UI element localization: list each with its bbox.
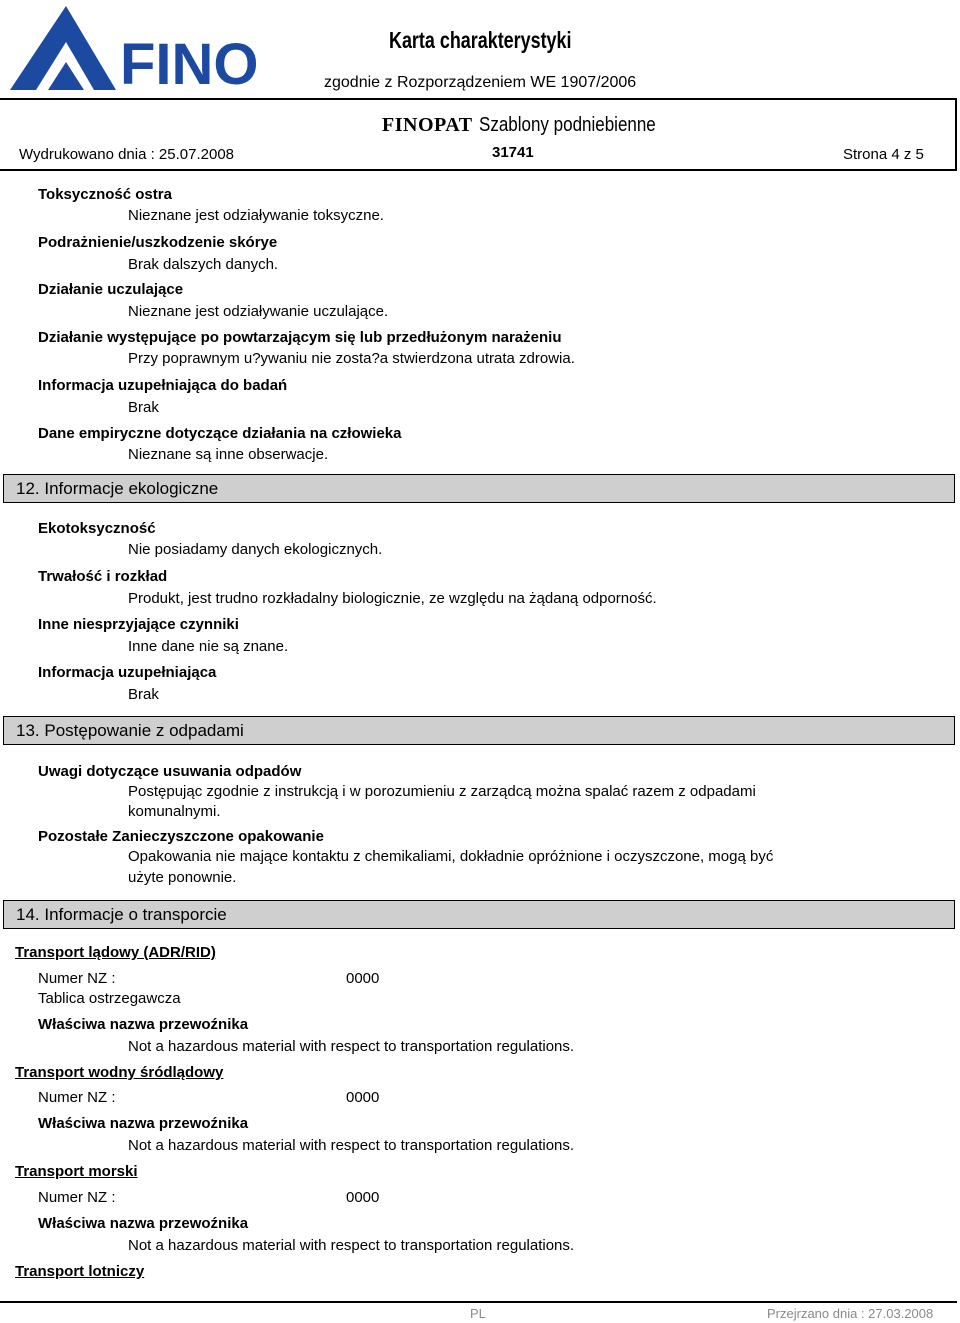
tox-heading: Toksyczność ostra <box>38 186 172 203</box>
section-14-title: 14. Informacje o transporcie <box>16 905 227 924</box>
product-title: Szablony podniebienne <box>478 114 656 136</box>
fino-logo <box>8 0 259 97</box>
print-date: Wydrukowano dnia : 25.07.2008 <box>19 146 235 163</box>
shipping-name-value: Not a hazardous material with respect to transportation regulations. <box>128 1038 575 1055</box>
tox-heading: Dane empiryczne dotyczące działania na człowieka <box>38 425 402 442</box>
waste-value-line: komunalnymi. <box>128 803 221 820</box>
page-number: Strona 4 z 5 <box>843 146 924 163</box>
tox-value: Nieznane są inne obserwacje. <box>128 446 329 463</box>
section-14-header <box>3 900 955 929</box>
section-12-title: 12. Informacje ekologiczne <box>16 479 219 498</box>
transport-land-title: Transport lądowy (ADR/RID) <box>15 944 216 961</box>
section-12-header <box>3 474 955 503</box>
tox-value: Brak <box>128 399 159 416</box>
svg-text:FINO: FINO <box>120 32 259 97</box>
un-number-label: Numer NZ : <box>38 1189 116 1206</box>
un-number-value: 0000 <box>346 1089 380 1106</box>
shipping-name-value: Not a hazardous material with respect to transportation regulations. <box>128 1237 575 1254</box>
un-number-label: Numer NZ : <box>38 1089 116 1106</box>
tox-value: Nieznane jest odziaływanie toksyczne. <box>128 207 384 224</box>
warning-plate-label: Tablica ostrzegawcza <box>38 990 181 1007</box>
header-top-rule <box>0 98 957 100</box>
eco-value: Brak <box>128 686 159 703</box>
tox-heading: Działanie uczulające <box>38 281 184 298</box>
tox-value: Brak dalszych danych. <box>128 256 279 273</box>
un-number-value: 0000 <box>346 970 380 987</box>
language-code: PL <box>470 1306 486 1321</box>
product-name <box>382 114 686 137</box>
eco-heading: Trwałość i rozkład <box>38 568 168 585</box>
shipping-name-label: Właściwa nazwa przewoźnika <box>38 1115 249 1132</box>
un-number-value: 0000 <box>346 1189 380 1206</box>
section-13-title: 13. Postępowanie z odpadami <box>16 721 244 740</box>
tox-heading: Podrażnienie/uszkodzenie skórye <box>38 234 278 251</box>
eco-heading: Ekotoksyczność <box>38 520 156 537</box>
tox-heading: Działanie występujące po powtarzającym się lub przedłużonym narażeniu <box>38 329 562 346</box>
eco-value: Produkt, jest trudno rozkładalny biologicznie, ze względu na żądaną odporność. <box>128 590 657 607</box>
revision-date: Przejrzano dnia : 27.03.2008 <box>767 1306 934 1321</box>
footer-rule <box>0 1301 957 1303</box>
shipping-name-label: Właściwa nazwa przewoźnika <box>38 1016 249 1033</box>
waste-heading: Pozostałe Zanieczyszczone opakowanie <box>38 828 324 845</box>
regulation-line: zgodnie z Rozporządzeniem WE 1907/2006 <box>324 74 637 91</box>
tox-value: Przy poprawnym u?ywaniu nie zosta?a stwierdzona utrata zdrowia. <box>128 350 575 367</box>
transport-inland-title: Transport wodny śródlądowy <box>15 1064 224 1081</box>
header-right-rule <box>955 98 957 170</box>
transport-sea-title: Transport morski <box>15 1163 138 1180</box>
section-13-header <box>3 716 955 745</box>
product-number: 31741 <box>492 144 534 161</box>
waste-heading: Uwagi dotyczące usuwania odpadów <box>38 763 302 780</box>
eco-heading: Inne niesprzyjające czynniki <box>38 616 239 633</box>
brand-name: FINOPAT <box>382 114 473 136</box>
waste-value-line: Postępując zgodnie z instrukcją i w porozumieniu z zarządcą można spalać razem z odpadami <box>128 783 756 800</box>
document-title: Karta charakterystyki <box>389 27 572 53</box>
tox-heading: Informacja uzupełniająca do badań <box>38 377 288 394</box>
header-bottom-rule <box>0 169 957 171</box>
waste-value-line: Opakowania nie mające kontaktu z chemikaliami, dokładnie opróżnione i oczyszczone, mogą być <box>128 848 774 865</box>
eco-value: Inne dane nie są znane. <box>128 638 289 655</box>
tox-value: Nieznane jest odziaływanie uczulające. <box>128 303 389 320</box>
eco-heading: Informacja uzupełniająca <box>38 664 217 681</box>
transport-air-title: Transport lotniczy <box>15 1263 145 1280</box>
eco-value: Nie posiadamy danych ekologicznych. <box>128 541 383 558</box>
shipping-name-value: Not a hazardous material with respect to transportation regulations. <box>128 1137 575 1154</box>
un-number-label: Numer NZ : <box>38 970 116 987</box>
shipping-name-label: Właściwa nazwa przewoźnika <box>38 1215 249 1232</box>
waste-value-line: użyte ponownie. <box>128 869 237 886</box>
